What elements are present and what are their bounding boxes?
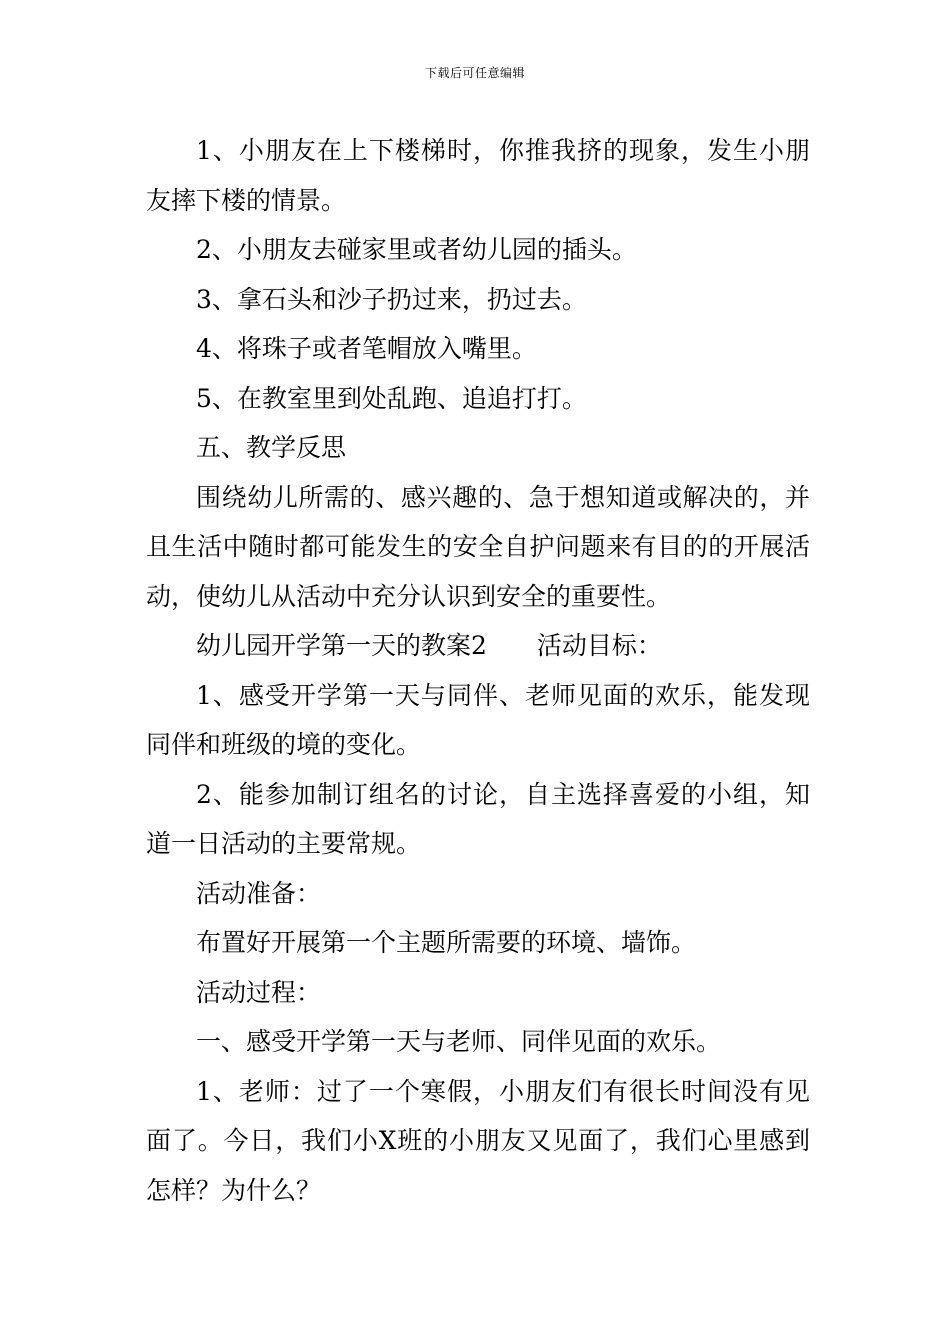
paragraph-process-step-1: 一、感受开学第一天与老师、同伴见面的欢乐。 <box>196 1027 722 1056</box>
paragraph-stones: 3、拿石头和沙子扔过来，扔过去。 <box>196 284 587 314</box>
page-header: 下载后可任意编辑 <box>424 66 525 80</box>
paragraph-plug: 2、小朋友去碰家里或者幼儿园的插头。 <box>196 235 637 264</box>
paragraph-teacher-speech: 1、老师：过了一个寒假，小朋友们有很长时间没有见面了。今日，我们小X班的小朋友又见面了，我们心里感到怎样？为什么？ <box>146 1076 810 1205</box>
paragraph-goal-1: 1、感受开学第一天与同伴、老师见面的欢乐，能发现同伴和班级的境的变化。 <box>146 680 810 759</box>
document-body <box>146 126 810 1215</box>
heading-preparation: 活动准备： <box>196 878 322 908</box>
paragraph-reflection: 围绕幼儿所需的、感兴趣的、急于想知道或解决的，并且生活中随时都可能发生的安全自护问题来有目的的开展活动，使幼儿从活动中充分认识到安全的重要性。 <box>146 482 810 611</box>
heading-process: 活动过程： <box>196 977 322 1007</box>
section-heading-reflection: 五、教学反思 <box>196 433 347 462</box>
paragraph-stairs: 1、小朋友在上下楼梯时，你推我挤的现象，发生小朋友摔下楼的情景。 <box>146 136 810 215</box>
paragraph-beads: 4、将珠子或者笔帽放入嘴里。 <box>196 334 537 363</box>
lesson-title-goals: 幼儿园开学第一天的教案2 活动目标： <box>196 631 662 660</box>
paragraph-goal-2: 2、能参加制订组名的讨论，自主选择喜爱的小组，知道一日活动的主要常规。 <box>146 779 810 858</box>
paragraph-running: 5、在教室里到处乱跑、追追打打。 <box>196 383 587 413</box>
paragraph-preparation: 布置好开展第一个主题所需要的环境、墙饰。 <box>196 928 697 957</box>
